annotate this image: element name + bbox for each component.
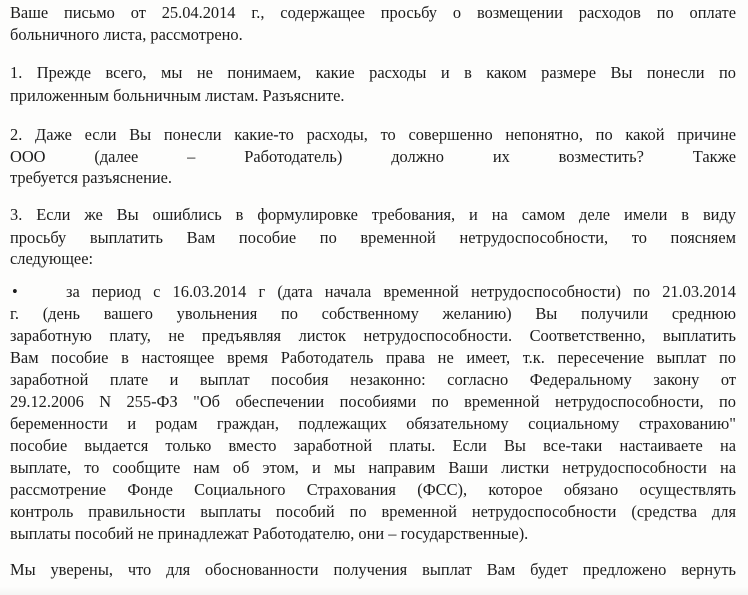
bullet-paragraph-line-10: рассмотрение Фонде Социального Страхования (ФСС), которое обязано осуществлять [10, 480, 736, 499]
closing-paragraph-line-1: Мы уверены, что для обоснованности получения выплат Вам будет предложено вернуть [10, 560, 736, 579]
paragraph-1-line-2: приложенным больничным листам. Разъясните. [10, 86, 345, 105]
paragraph-2-line-3: требуется разъяснение. [10, 168, 172, 187]
scan-edge-shadow [0, 587, 748, 595]
bullet-paragraph-line-8: пособие выдается только вместо заработной платы. Если Вы все-таки настаиваете на [10, 436, 736, 455]
paragraph-intro-line-2: больничного листа, рассмотрено. [10, 25, 243, 44]
bullet-paragraph-line-9: выплате, то сообщите нам об этом, и мы направим Ваши листки нетрудоспособности на [10, 458, 736, 477]
bullet-paragraph-line-1: за период с 16.03.2014 г (дата начала временной нетрудоспособности) по 21.03.2014 [66, 282, 736, 301]
bullet-paragraph-line-7: беременности и родам граждан, подлежащих обязательному социальному страхованию" [10, 414, 736, 433]
bullet-paragraph-line-12: выплаты пособий не принадлежат Работодателю, они – государственные). [10, 524, 529, 543]
paragraph-3-line-2: просьбу выплатить Вам пособие по временной нетрудоспособности, то поясняем [10, 228, 736, 247]
paragraph-2-line-1: 2. Даже если Вы понесли какие-то расходы, то совершенно непонятно, по какой причине [10, 125, 736, 144]
bullet-icon: • [12, 282, 18, 301]
bullet-paragraph-line-3: заработную плату, не предъявляя листок нетрудоспособности. Соответственно, выплатить [10, 326, 736, 345]
paragraph-2-line-2: ООО (далее – Работодатель) должно их возместить? Также [10, 147, 736, 166]
bullet-paragraph-line-4: Вам пособие в настоящее время Работодатель права не имеет, т.к. пересечение выплат по [10, 348, 736, 367]
bullet-paragraph-line-2: г. (день вашего увольнения по собственному желанию) Вы получили среднюю [10, 304, 736, 323]
bullet-paragraph-line-11: контроль правильности выплаты пособий по временной нетрудоспособности (средства для [10, 502, 736, 521]
bullet-paragraph-line-5: заработной плате и выплат пособия незаконно: согласно Федеральному закону от [10, 370, 736, 389]
paragraph-3-line-1: 3. Если же Вы ошиблись в формулировке требования, и на самом деле имели в виду [10, 205, 736, 224]
paragraph-intro-line-1: Ваше письмо от 25.04.2014 г., содержащее просьбу о возмещении расходов по оплате [10, 3, 736, 22]
paragraph-1-line-1: 1. Прежде всего, мы не понимаем, какие расходы и в каком размере Вы понесли по [10, 63, 736, 82]
paragraph-3-line-3: следующее: [10, 249, 94, 268]
bullet-paragraph-line-6: 29.12.2006 N 255-ФЗ "Об обеспечении пособиями по временной нетрудоспособности, по [10, 392, 736, 411]
